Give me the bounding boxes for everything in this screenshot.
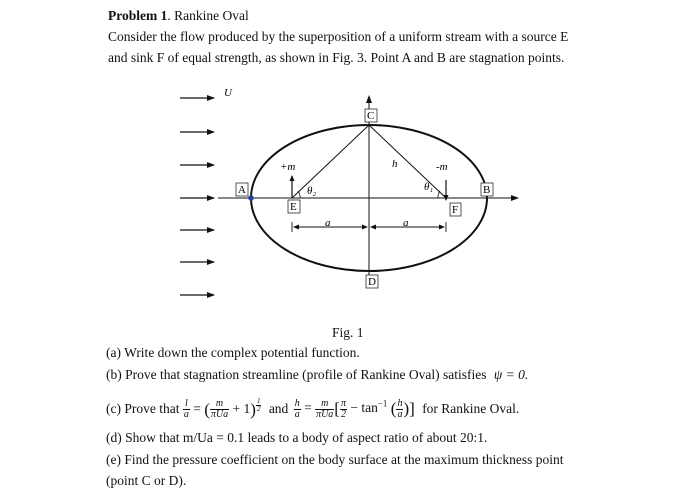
question-b-equation: ψ = 0. [493,367,529,382]
theta2-arc [298,191,300,198]
label-D: D [368,276,376,288]
label-U: U [224,87,232,99]
line-E-to-C [292,125,369,198]
label-C: C [367,110,375,122]
label-B: B [483,184,491,196]
problem-title-bold: Problem 1 [108,8,168,23]
question-a: (a) Write down the complex potential function. [106,345,360,360]
question-b [106,367,528,383]
question-b-text: (b) Prove that stagnation streamline (profile of Rankine Oval) satisfies [106,367,487,382]
intro-line-2: and sink F of equal strength, as shown in Fig. 3. Point A and B are stagnation points. [108,50,565,65]
label-a-left: a [325,217,331,229]
question-e-line-2: (point C or D). [106,473,187,488]
problem-title-rest: . Rankine Oval [167,8,249,23]
label-F: F [452,204,459,216]
equation-l-over-a: $\frac{l}{a}$ = ( $\frac{m}{\text{πUa}}$ + 1) $^{\frac{1}{2}}$ [183,397,261,421]
line-F-to-C [369,125,446,198]
question-c [106,398,519,420]
theta1-arc [438,191,440,198]
stagnation-point-A [248,195,254,201]
label-theta1: θ₁ [424,181,434,193]
intro-line-1: Consider the flow produced by the superposition of a uniform stream with a source E [108,29,569,44]
label-E: E [290,201,297,213]
question-c-prefix: (c) Prove that [106,401,180,417]
question-c-and: and [268,401,289,417]
label-minus-m: -m [436,161,448,173]
label-a-right: a [403,217,409,229]
question-c-suffix: for Rankine Oval. [422,401,520,417]
figure-caption: Fig. 1 [332,325,364,340]
question-d: (d) Show that m/Ua = 0.1 leads to a body of aspect ratio of about 20:1. [106,430,488,445]
dimension-a-right [371,222,446,232]
label-plus-m: +m [280,161,296,173]
label-A: A [238,184,246,196]
question-e-line-1: (e) Find the pressure coefficient on the body surface at the maximum thickness point [106,452,564,467]
label-theta2: θ₂ [307,185,317,197]
label-h: h [392,158,398,170]
uniform-stream-arrows [180,98,214,295]
equation-h-over-a: $\frac{h}{a}$ = $\frac{m}{\text{πUa}}$ [ $\frac{\pi}{2}$ − $\tan^{-1}$ ( $\frac{h}{a}$ )] [294,397,415,420]
